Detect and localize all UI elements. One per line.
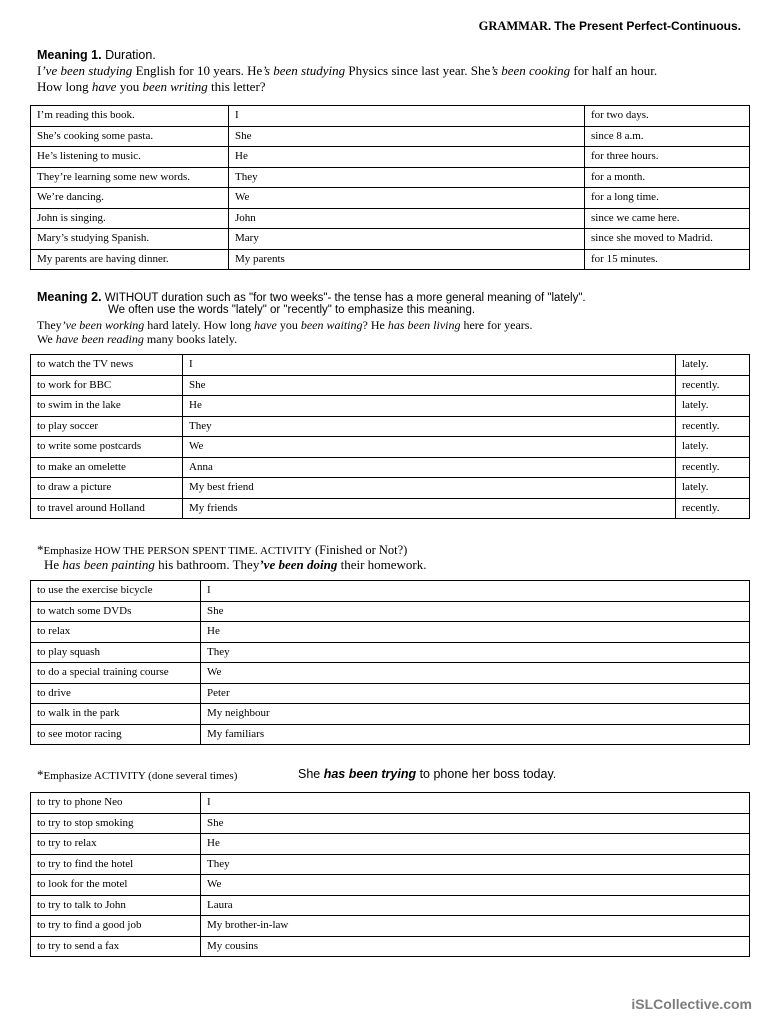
m2-ex1-b: ’ve been working [61,318,145,332]
m1-ex2-b: have [91,79,117,94]
meaning2-cell-c: lately. [676,396,750,417]
meaning1-cell-a: She’s cooking some pasta. [31,126,229,147]
section4-table-row [31,895,750,916]
m2-ex2-c: many books lately. [143,332,238,346]
section3-cell-a: to watch some DVDs [31,601,201,622]
meaning1-table-row [31,167,750,188]
section4-table-row [31,813,750,834]
meaning2-table-row [31,375,750,396]
meaning2-cell-a: to draw a picture [31,478,183,499]
section4-table-row [31,793,750,814]
meaning1-cell-a: We’re dancing. [31,188,229,209]
section3-cell-b: We [201,663,750,684]
m2-ex1-f: been waiting [300,318,363,332]
section3-example [44,557,427,573]
s3-heading-paren: (Finished or Not?) [311,543,408,557]
m1-ex2-e: this letter? [207,79,266,94]
m1-ex2-a: How long [37,79,92,94]
section4-cell-a: to try to send a fax [31,936,201,957]
meaning2-heading-bold: Meaning 2. [37,290,102,304]
section3-table-row [31,663,750,684]
s4-ex-b: has been trying [323,767,417,781]
section3-cell-b: I [201,581,750,602]
meaning1-cell-c: since she moved to Madrid. [585,229,750,250]
meaning1-cell-b: John [229,208,585,229]
meaning1-heading [37,48,156,62]
meaning2-cell-b: Anna [183,457,676,478]
meaning2-cell-b: We [183,437,676,458]
meaning2-cell-c: lately. [676,437,750,458]
meaning1-cell-b: He [229,147,585,168]
section3-table-row [31,642,750,663]
meaning2-cell-a: to travel around Holland [31,498,183,519]
section4-cell-a: to try to find the hotel [31,854,201,875]
s3-ex-a: He [44,557,63,572]
meaning1-cell-c: for a long time. [585,188,750,209]
s3-ex-e: their homework. [337,557,427,572]
meaning1-cell-c: since we came here. [585,208,750,229]
meaning2-cell-b: She [183,375,676,396]
meaning2-table-row [31,416,750,437]
section4-cell-a: to try to stop smoking [31,813,201,834]
section4-table [30,792,750,957]
section3-cell-b: My neighbour [201,704,750,725]
section3-cell-a: to relax [31,622,201,643]
section4-cell-b: I [201,793,750,814]
m1-ex1-e: Physics since last year. She [345,63,491,78]
section3-cell-b: They [201,642,750,663]
m2-ex1-d: have [254,318,277,332]
meaning1-cell-a: He’s listening to music. [31,147,229,168]
section4-table-row [31,916,750,937]
meaning1-table-row [31,147,750,168]
s3-ex-d: ’ve been doing [259,557,338,572]
section4-cell-a: to try to phone Neo [31,793,201,814]
meaning1-cell-a: My parents are having dinner. [31,249,229,270]
title-grammar: GRAMMAR. [478,19,552,33]
section4-table-row [31,854,750,875]
s3-ex-b: has been painting [62,557,155,572]
s3-heading-main: Emphasize HOW THE PERSON SPENT TIME. ACTIVITY [43,545,312,557]
m1-ex1-b: ’ve been studying [41,63,133,78]
meaning2-note: We often use the words "lately" or "recently" to emphasize this meaning. [108,304,476,316]
meaning1-cell-c: for two days. [585,106,750,127]
section3-table-row [31,724,750,745]
meaning2-table-row [31,498,750,519]
meaning1-cell-b: I [229,106,585,127]
s4-ex-c: to phone her boss today. [416,767,557,781]
title-topic: The Present Perfect-Continuous. [554,19,741,33]
s4-asterisk: * [37,767,44,782]
meaning2-table [30,354,750,519]
meaning2-cell-c: recently. [676,457,750,478]
m1-ex2-d: been writing [142,79,208,94]
m1-ex1-d: ’s been studying [262,63,346,78]
section4-table-row [31,936,750,957]
meaning2-table-row [31,437,750,458]
section3-table-row [31,581,750,602]
meaning2-heading-rest: WITHOUT duration such as "for two weeks"- the tense has a more general meaning of "lately". [101,292,586,304]
section4-cell-b: She [201,813,750,834]
meaning2-cell-b: They [183,416,676,437]
meaning2-cell-c: recently. [676,498,750,519]
section4-heading [37,767,237,783]
meaning2-cell-c: lately. [676,355,750,376]
meaning2-cell-b: He [183,396,676,417]
meaning2-cell-a: to write some postcards [31,437,183,458]
meaning1-cell-c: for three hours. [585,147,750,168]
section4-cell-a: to look for the motel [31,875,201,896]
meaning1-cell-a: Mary’s studying Spanish. [31,229,229,250]
section3-table-row [31,601,750,622]
section4-cell-b: My cousins [201,936,750,957]
m1-ex1-g: for half an hour. [570,63,658,78]
m1-ex1-c: English for 10 years. He [132,63,263,78]
meaning1-cell-a: John is singing. [31,208,229,229]
m2-ex1-e: you [276,318,301,332]
meaning2-example-1 [37,318,532,333]
meaning1-cell-b: They [229,167,585,188]
section4-cell-b: Laura [201,895,750,916]
meaning1-table-row [31,249,750,270]
meaning2-cell-c: lately. [676,478,750,499]
section3-table-row [31,683,750,704]
section3-cell-a: to use the exercise bicycle [31,581,201,602]
m2-ex2-b: have been reading [55,332,144,346]
meaning1-table-row [31,229,750,250]
meaning2-cell-a: to make an omelette [31,457,183,478]
section4-cell-b: We [201,875,750,896]
section3-cell-b: She [201,601,750,622]
meaning2-table-row [31,396,750,417]
meaning1-heading-rest: Duration. [105,48,156,62]
meaning2-cell-a: to play soccer [31,416,183,437]
m2-ex1-a: They [37,318,62,332]
meaning1-cell-a: They’re learning some new words. [31,167,229,188]
section3-cell-a: to drive [31,683,201,704]
section4-cell-a: to try to talk to John [31,895,201,916]
meaning2-example-2 [37,332,237,347]
meaning2-table-row [31,478,750,499]
section4-cell-b: They [201,854,750,875]
meaning2-table-row [31,457,750,478]
m2-ex1-h: has been living [387,318,461,332]
meaning1-table-row [31,188,750,209]
section3-cell-b: He [201,622,750,643]
meaning1-cell-c: since 8 a.m. [585,126,750,147]
meaning1-cell-c: for 15 minutes. [585,249,750,270]
section3-cell-a: to see motor racing [31,724,201,745]
section3-heading [37,542,407,558]
section3-cell-b: My familiars [201,724,750,745]
meaning1-heading-bold: Meaning 1. [37,48,102,62]
meaning1-example-1 [37,63,657,79]
section4-cell-a: to try to relax [31,834,201,855]
meaning2-cell-a: to watch the TV news [31,355,183,376]
m2-ex1-c: hard lately. How long [144,318,255,332]
section4-cell-b: My brother-in-law [201,916,750,937]
meaning1-cell-b: She [229,126,585,147]
meaning1-cell-b: My parents [229,249,585,270]
meaning2-cell-b: I [183,355,676,376]
section4-cell-b: He [201,834,750,855]
m1-ex2-c: you [116,79,143,94]
page-title [479,19,741,34]
s4-ex-a: She [298,767,324,781]
meaning2-cell-a: to work for BBC [31,375,183,396]
meaning2-cell-c: recently. [676,375,750,396]
watermark-text: iSLCollective.com [631,996,752,1012]
meaning2-heading [37,290,586,304]
section3-cell-a: to walk in the park [31,704,201,725]
m2-ex2-a: We [37,332,56,346]
section4-example [298,767,556,781]
m2-ex1-i: here for years. [460,318,533,332]
meaning2-cell-b: My best friend [183,478,676,499]
meaning1-cell-b: We [229,188,585,209]
s3-ex-c: his bathroom. They [154,557,260,572]
meaning2-table-row [31,355,750,376]
section3-table-row [31,704,750,725]
section3-cell-b: Peter [201,683,750,704]
section3-cell-a: to do a special training course [31,663,201,684]
s4-heading-main: Emphasize ACTIVITY (done several times) [43,770,238,782]
section3-table-row [31,622,750,643]
section4-cell-a: to try to find a good job [31,916,201,937]
section4-table-row [31,834,750,855]
m1-ex1-f: ’s been cooking [490,63,571,78]
section3-cell-a: to play squash [31,642,201,663]
meaning2-cell-c: recently. [676,416,750,437]
m2-ex1-g: ? He [362,318,388,332]
s3-asterisk: * [37,542,44,557]
meaning2-cell-a: to swim in the lake [31,396,183,417]
meaning1-cell-b: Mary [229,229,585,250]
section3-table [30,580,750,745]
section4-table-row [31,875,750,896]
meaning1-cell-c: for a month. [585,167,750,188]
meaning1-cell-a: I’m reading this book. [31,106,229,127]
m1-ex1-a: I [37,63,42,78]
meaning1-table-row [31,126,750,147]
meaning1-table [30,105,750,270]
meaning2-cell-b: My friends [183,498,676,519]
meaning1-example-2 [37,79,266,95]
meaning1-table-row [31,208,750,229]
meaning1-table-row [31,106,750,127]
